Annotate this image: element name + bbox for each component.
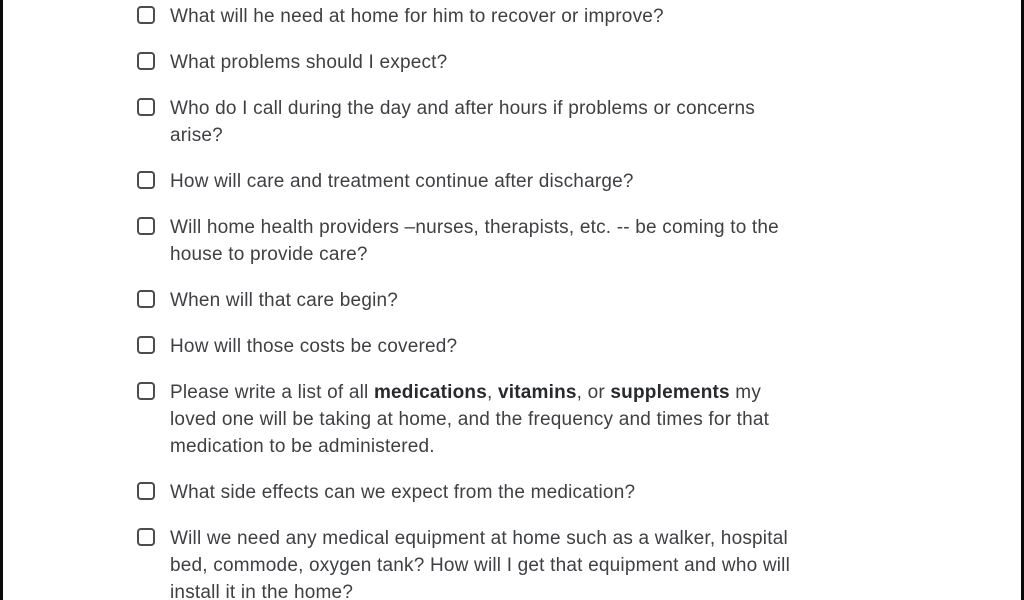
checkbox[interactable] (137, 6, 155, 24)
question-text (170, 49, 447, 76)
question-line: Who do I call during the day and after hours if problems or concerns (170, 98, 755, 119)
question-line: arise? (170, 125, 223, 146)
question-line: How will those costs be covered? (170, 336, 458, 357)
question-text (170, 287, 398, 314)
question-line: bed, commode, oxygen tank? How will I get that equipment and who will (170, 555, 791, 576)
checklist-item (137, 379, 971, 460)
checkbox[interactable] (137, 528, 155, 546)
checkbox[interactable] (137, 336, 155, 354)
question-line: How will care and treatment continue after discharge? (170, 171, 634, 192)
question-line: loved one will be taking at home, and the frequency and times for that (170, 409, 770, 430)
question-line: Will we need any medical equipment at home such as a walker, hospital (170, 528, 788, 549)
checkbox[interactable] (137, 98, 155, 116)
checklist-item (137, 287, 971, 314)
checkbox[interactable] (137, 217, 155, 235)
question-line: Please write a list of all medications, vitamins, or supplements my (170, 382, 762, 403)
checklist-item (137, 525, 971, 600)
question-text (170, 379, 769, 460)
question-line: When will that care begin? (170, 290, 399, 311)
checkbox[interactable] (137, 482, 155, 500)
checkbox[interactable] (137, 171, 155, 189)
question-line: What will he need at home for him to recover or improve? (170, 6, 664, 27)
checkbox[interactable] (137, 382, 155, 400)
discharge-questions-checklist (3, 0, 1021, 600)
checkbox[interactable] (137, 52, 155, 70)
question-line: install it in the home? (170, 582, 354, 600)
question-text (170, 333, 457, 360)
question-line: medication to be administered. (170, 436, 435, 457)
checklist-item (137, 479, 971, 506)
question-text (170, 168, 634, 195)
question-line: house to provide care? (170, 244, 368, 265)
question-text (170, 214, 779, 268)
question-line: What problems should I expect? (170, 52, 448, 73)
question-text (170, 479, 635, 506)
checklist-item (137, 95, 971, 149)
question-text (170, 95, 755, 149)
question-text (170, 3, 664, 30)
checklist-item (137, 214, 971, 268)
checklist-item (137, 333, 971, 360)
question-text (170, 525, 790, 600)
checklist-item (137, 3, 971, 30)
checkbox[interactable] (137, 290, 155, 308)
question-line: What side effects can we expect from the medication? (170, 482, 636, 503)
question-line: Will home health providers –nurses, therapists, etc. -- be coming to the (170, 217, 779, 238)
checklist-item (137, 49, 971, 76)
checklist-item (137, 168, 971, 195)
